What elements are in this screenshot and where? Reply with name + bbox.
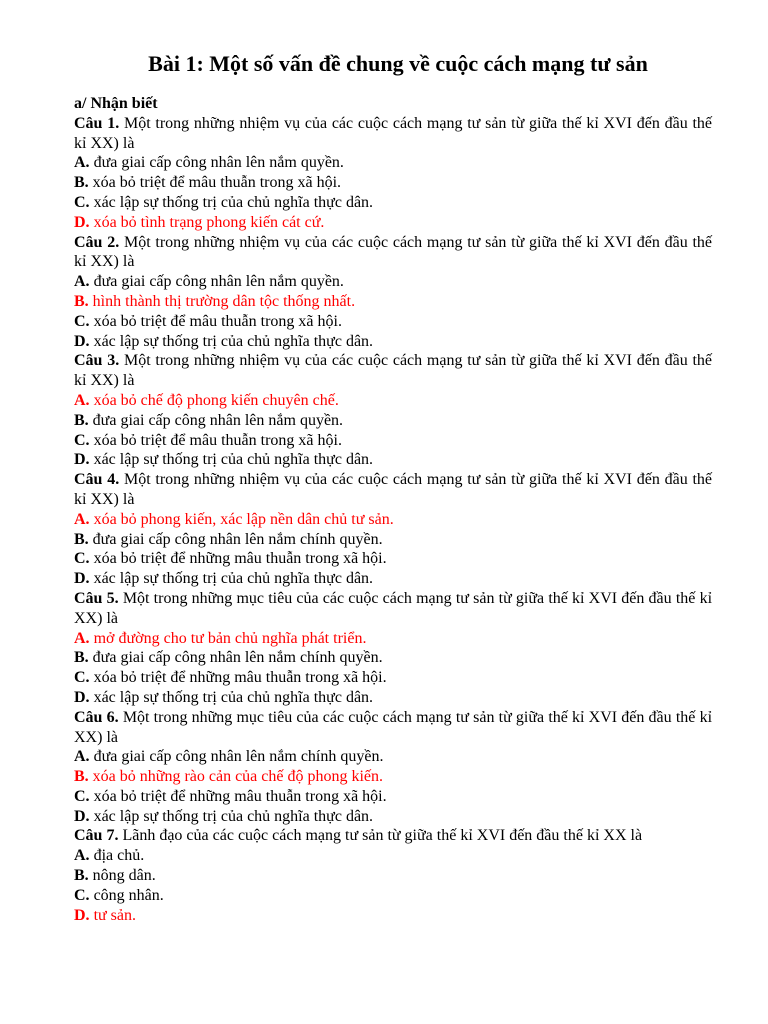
option-letter: B. — [74, 174, 89, 192]
answer-option-correct — [74, 906, 712, 926]
question-text — [74, 470, 712, 510]
answer-option — [74, 787, 712, 807]
answer-option — [74, 193, 712, 213]
option-text: xác lập sự thống trị của chủ nghĩa thực dân. — [89, 451, 374, 469]
option-text: xóa bỏ triệt để những mâu thuẫn trong xã hội. — [89, 550, 387, 568]
answer-option — [74, 569, 712, 589]
section-heading: a/ Nhận biết — [74, 95, 158, 112]
question-text — [74, 233, 712, 273]
option-letter: B. — [74, 768, 89, 786]
question-text — [74, 114, 712, 154]
answer-option-correct — [74, 629, 712, 649]
answer-option — [74, 431, 712, 451]
answer-option — [74, 272, 712, 292]
option-letter: D. — [74, 332, 90, 350]
answer-option-correct — [74, 510, 712, 530]
answer-option-correct — [74, 292, 712, 312]
option-letter: B. — [74, 292, 89, 310]
question-block — [74, 708, 712, 827]
option-text: đưa giai cấp công nhân lên nắm quyền. — [88, 411, 344, 429]
option-text: xác lập sự thống trị của chủ nghĩa thực dân. — [89, 807, 374, 825]
question-text — [74, 589, 712, 629]
option-text: xóa bỏ triệt để mâu thuẫn trong xã hội. — [89, 431, 342, 449]
question-stem: Một trong những mục tiêu của các cuộc cách mạng tư sản từ giữa thế kỉ XVI đến đầu thế kỉ XX) là — [74, 708, 713, 746]
question-stem: Một trong những nhiệm vụ của các cuộc cách mạng tư sản từ giữa thế kỉ XVI đến đầu thế kỉ XX) là — [74, 114, 713, 152]
question-label: Câu 3. — [74, 352, 120, 370]
answer-option — [74, 153, 712, 173]
answer-option — [74, 549, 712, 569]
option-text: đưa giai cấp công nhân lên nắm chính quyền. — [88, 649, 383, 667]
option-text: đưa giai cấp công nhân lên nắm quyền. — [89, 273, 344, 291]
answer-option — [74, 846, 712, 866]
question-text — [74, 826, 712, 846]
option-text: xác lập sự thống trị của chủ nghĩa thực dân. — [89, 193, 374, 211]
answer-option-correct — [74, 391, 712, 411]
answer-option — [74, 886, 712, 906]
question-stem: Một trong những nhiệm vụ của các cuộc cách mạng tư sản từ giữa thế kỉ XVI đến đầu thế kỉ XX) là — [74, 233, 713, 271]
answer-option — [74, 648, 712, 668]
option-letter: A. — [74, 391, 90, 409]
option-text: đưa giai cấp công nhân lên nắm chính quyền. — [89, 748, 384, 766]
question-stem: Một trong những nhiệm vụ của các cuộc cách mạng tư sản từ giữa thế kỉ XVI đến đầu thế kỉ XX) là — [74, 471, 713, 508]
option-letter: B. — [74, 649, 89, 667]
option-letter: C. — [74, 886, 90, 904]
option-text: xác lập sự thống trị của chủ nghĩa thực dân. — [89, 570, 374, 588]
option-letter: A. — [74, 629, 90, 647]
answer-option — [74, 688, 712, 708]
option-text: xác lập sự thống trị của chủ nghĩa thực dân. — [89, 688, 374, 706]
option-letter: A. — [74, 154, 90, 172]
question-block — [74, 351, 712, 470]
question-label: Câu 5. — [74, 589, 119, 607]
option-letter: C. — [74, 193, 90, 211]
option-text: xóa bỏ triệt để mâu thuẫn trong xã hội. — [88, 174, 342, 192]
answer-option — [74, 807, 712, 827]
option-letter: A. — [74, 847, 90, 865]
question-stem: Lãnh đạo của các cuộc cách mạng tư sản từ giữa thế kỉ XVI đến đầu thế kỉ XX là — [118, 827, 643, 845]
option-text: xóa bỏ những rào cản của chế độ phong kiến. — [88, 768, 384, 786]
question-text — [74, 708, 712, 748]
question-block — [74, 114, 712, 233]
answer-option — [74, 312, 712, 332]
question-block — [74, 826, 712, 925]
option-letter: B. — [74, 411, 89, 429]
question-text — [74, 351, 712, 391]
option-letter: A. — [74, 273, 90, 291]
question-stem: Một trong những mục tiêu của các cuộc cách mạng tư sản từ giữa thế kỉ XVI đến đầu thế kỉ XX) là — [74, 589, 713, 627]
question-label: Câu 4. — [74, 471, 120, 489]
option-text: nông dân. — [88, 867, 156, 885]
option-text: mở đường cho tư bản chủ nghĩa phát triển. — [89, 629, 367, 647]
option-text: xóa bỏ chế độ phong kiến chuyên chế. — [89, 391, 339, 409]
option-text: tư sản. — [89, 906, 137, 924]
option-letter: D. — [74, 906, 90, 924]
option-letter: D. — [74, 570, 90, 588]
answer-option — [74, 173, 712, 193]
question-list — [74, 114, 712, 926]
option-letter: D. — [74, 688, 90, 706]
answer-option — [74, 450, 712, 470]
option-text: địa chủ. — [89, 847, 145, 865]
option-letter: A. — [74, 748, 90, 766]
question-block — [74, 589, 712, 708]
option-letter: D. — [74, 451, 90, 469]
option-text: xóa bỏ triệt để những mâu thuẫn trong xã hội. — [89, 787, 387, 805]
answer-option — [74, 530, 712, 550]
answer-option — [74, 668, 712, 688]
option-text: xác lập sự thống trị của chủ nghĩa thực dân. — [89, 332, 374, 350]
answer-option-correct — [74, 213, 712, 233]
option-text: đưa giai cấp công nhân lên nắm chính quyền. — [88, 530, 383, 548]
answer-option — [74, 332, 712, 352]
question-stem: Một trong những nhiệm vụ của các cuộc cách mạng tư sản từ giữa thế kỉ XVI đến đầu thế kỉ XX) là — [74, 352, 713, 390]
page-title: Bài 1: Một số vấn đề chung về cuộc cách mạng tư sản — [148, 51, 648, 76]
answer-option-correct — [74, 767, 712, 787]
question-label: Câu 6. — [74, 708, 119, 726]
option-letter: A. — [74, 510, 90, 528]
question-block — [74, 470, 712, 589]
option-letter: C. — [74, 312, 90, 330]
option-letter: C. — [74, 431, 90, 449]
question-label: Câu 7. — [74, 827, 119, 845]
question-label: Câu 1. — [74, 114, 120, 132]
option-letter: B. — [74, 530, 89, 548]
option-letter: C. — [74, 669, 90, 687]
answer-option — [74, 866, 712, 886]
option-text: xóa bỏ tình trạng phong kiến cát cứ. — [89, 213, 325, 231]
question-label: Câu 2. — [74, 233, 120, 251]
option-text: hình thành thị trường dân tộc thống nhất. — [88, 292, 356, 310]
option-text: xóa bỏ triệt để mâu thuẫn trong xã hội. — [89, 312, 342, 330]
option-letter: D. — [74, 213, 90, 231]
option-text: xóa bỏ phong kiến, xác lập nền dân chủ tư sản. — [89, 510, 394, 528]
answer-option — [74, 411, 712, 431]
option-text: đưa giai cấp công nhân lên nắm quyền. — [89, 154, 344, 172]
option-letter: C. — [74, 787, 90, 805]
option-letter: D. — [74, 807, 90, 825]
option-text: công nhân. — [89, 886, 164, 904]
question-block — [74, 233, 712, 352]
option-letter: B. — [74, 867, 89, 885]
option-text: xóa bỏ triệt để những mâu thuẫn trong xã hội. — [89, 669, 387, 687]
answer-option — [74, 747, 712, 767]
option-letter: C. — [74, 550, 90, 568]
